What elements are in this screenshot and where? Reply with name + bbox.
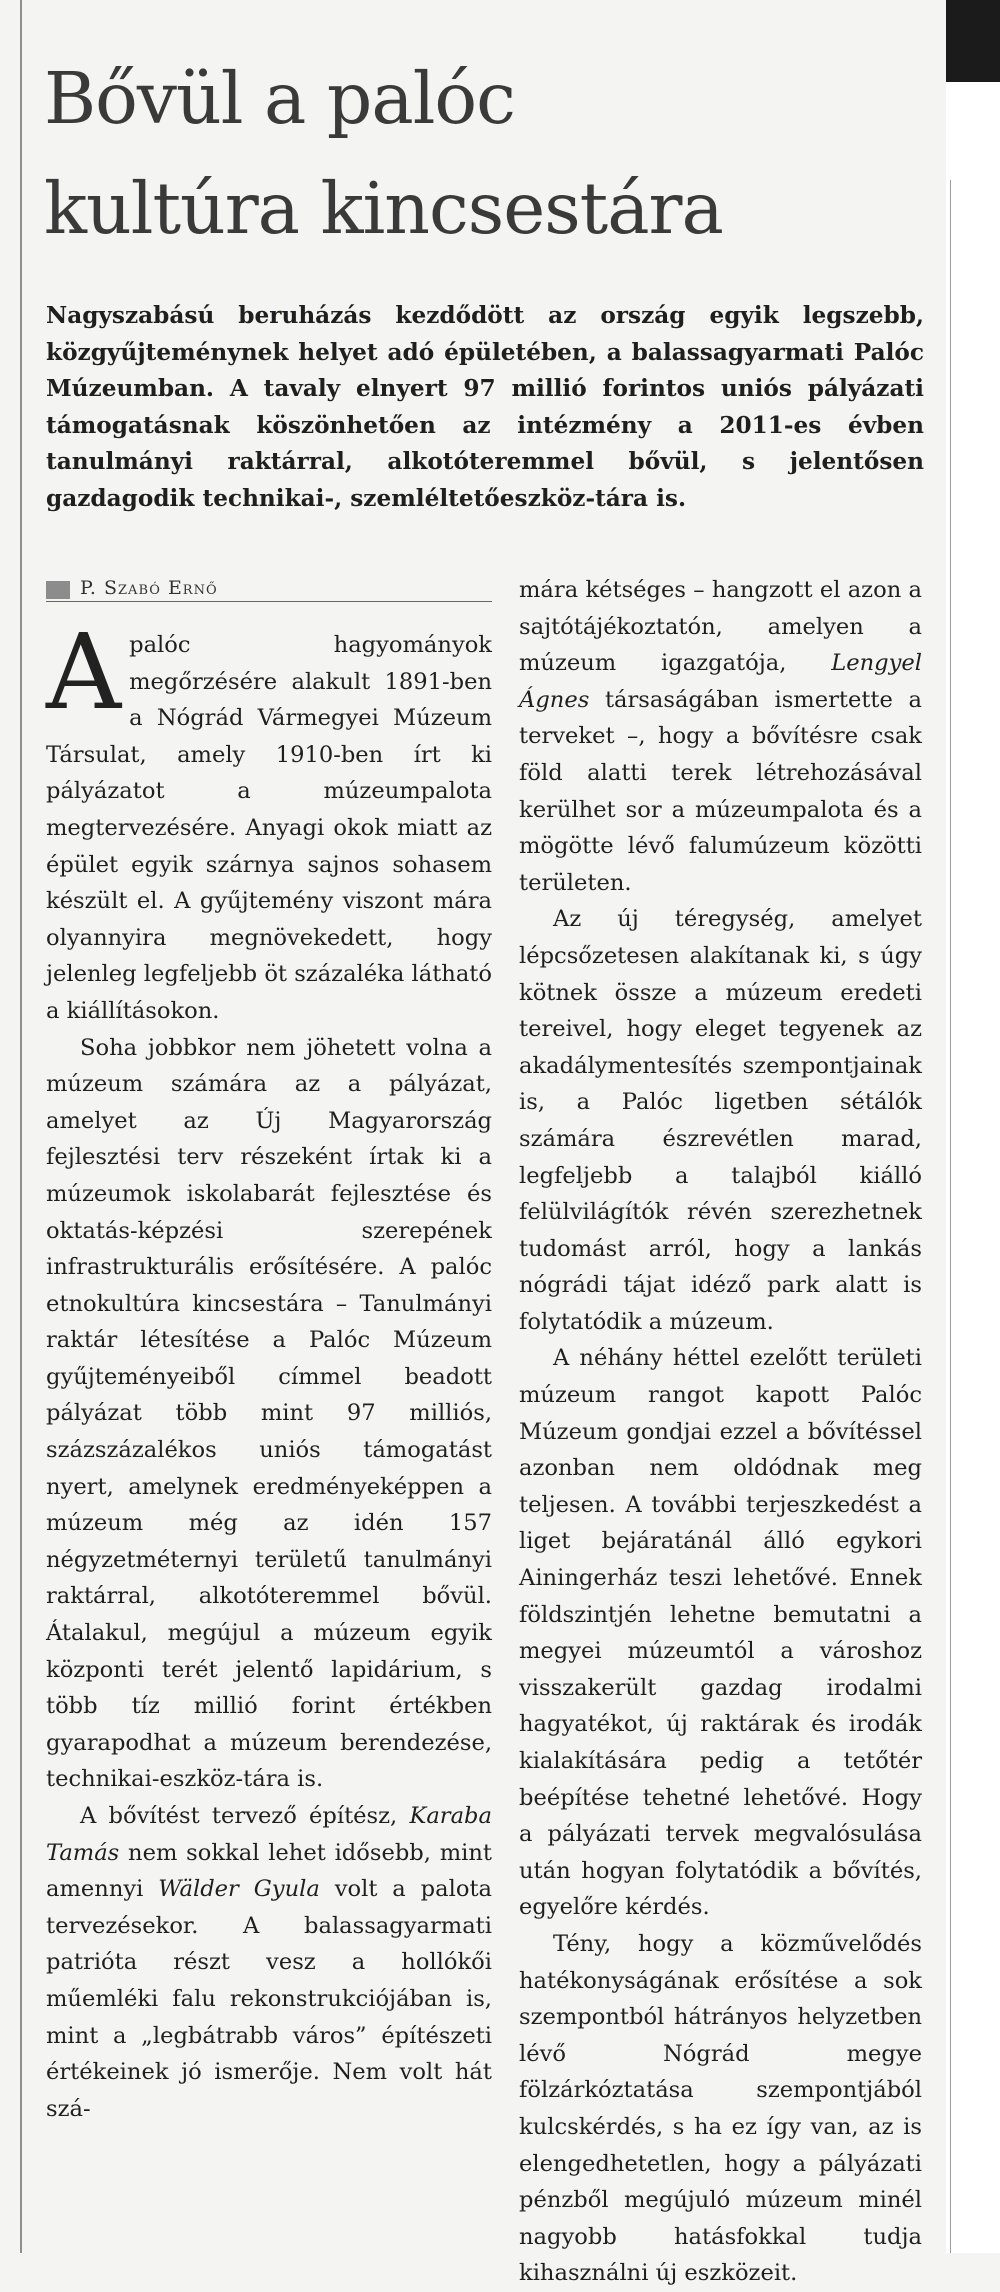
body-paragraph-1 xyxy=(46,611,492,1030)
byline xyxy=(46,575,492,602)
body-paragraph-3-text-c: volt a palota tervezésekor. A balassagyarmati patrióta részt vesz a hollókői műemléki falu rekonstrukciójában is, mint a „legbátrabb város” építészeti értékeinek jó ismerője. Nem volt hát szá- xyxy=(46,1876,492,2122)
lead-paragraph: Nagyszabású beruházás kezdődött az ország egyik legszebb, közgyűjteménynek helyet adó épületében, a balassagyarmati Palóc Múzeumban. A tavaly elnyert 97 millió forintos uniós pályázati támogatásnak köszönhetően az intézmény a 2011-es évben tanulmányi raktárral, alkotóteremmel bővül, s jelentősen gazdagodik technikai-, szemléltetőeszköz-tára is. xyxy=(46,302,924,512)
adjacent-page-dark-block xyxy=(946,0,1000,82)
headline xyxy=(44,44,924,264)
drop-cap: A xyxy=(46,611,122,733)
byline-author: P. Szabó Ernő xyxy=(80,577,218,599)
body-paragraph-6: Tény, hogy a közművelődés hatékonyságának erősítése a sok szempontból hátrányos helyzetben lévő Nógrád megye fölzárkóztatása szempontjából kulcskérdés, s ha ez így van, az is elengedhetetlen, hogy a pályázati pénzből megújuló múzeum minél nagyobb hatásfokkal tudja kihasználni új eszközeit. xyxy=(519,1930,922,2287)
architect-name: Karaba Tamás xyxy=(46,1803,492,1866)
headline-line-2: kultúra kincsestára xyxy=(44,167,723,250)
newspaper-article xyxy=(26,0,944,2287)
byline-marker xyxy=(46,581,70,599)
original-architect-name: Wälder Gyula xyxy=(158,1876,320,1903)
left-column-rule xyxy=(20,0,22,2253)
body-paragraph-continued xyxy=(519,572,922,901)
body-paragraph-4: Az új téregység, amelyet lépcsőzetesen alakítanak ki, s úgy kötnek össze a múzeum eredeti tereivel, hogy eleget tegyenek az akadálymentesítés szempontjainak is, a Palóc ligetben sétálók számára észrevétlen marad, legfeljebb a talajból kiálló felülvilágítók révén szerezhetnek tudomást arról, hogy a lankás nógrádi tájat idéző park alatt is folytatódik a múzeum. xyxy=(519,906,922,1335)
body-paragraph-3 xyxy=(46,1798,492,2127)
headline-line-1: Bővül a palóc xyxy=(44,57,515,140)
right-column xyxy=(519,572,922,2292)
body-paragraph-2: Soha jobbkor nem jöhetett volna a múzeum számára az a pályázat, amelyet az Új Magyarország fejlesztési terv részeként írtak ki a múzeumok iskolabarát fejlesztése és oktatás-képzési szerepének infrastrukturális erősítésére. A palóc etnokultúra kincsestára – Tanulmányi raktár létesítése a Palóc Múzeum gyűjteményeiből címmel beadott pályázat több mint 97 milliós, százszázalékos uniós támogatást nyert, amelynek eredményeképpen a múzeum még az idén 157 négyzetméternyi területű tanulmányi raktárral, alkotóteremmel bővül. Átalakul, megújul a múzeum egyik központi terét jelentő lapidárium, s több tíz millió forint értékben gyarapodhat a múzeum berendezése, technikai-eszköz-tára is. xyxy=(46,1034,492,1793)
body-paragraph-3-text-a: A bővítést tervező építész, xyxy=(80,1803,410,1829)
adjacent-page-rule xyxy=(950,180,951,2253)
body-paragraph-3-text-b: nem sokkal lehet idősebb, mint amennyi xyxy=(46,1839,492,1903)
director-name: Lengyel Ágnes xyxy=(519,650,922,713)
continued-text-b: társaságában ismertette a terveket –, hogy a bővítésre csak föld alatti terek létrehozásával kerülhet sor a múzeumpalota és a mögötte lévő falumúzeum közötti területen. xyxy=(519,686,922,896)
body-paragraph-5: A néhány héttel ezelőtt területi múzeum rangot kapott Palóc Múzeum gondjai ezzel a bővítéssel azonban nem oldódnak meg teljesen. A további terjeszkedést a liget bejáratánál álló egykori Ainingerház teszi lehetővé. Ennek földszintjén lehetne bemutatni a megyei múzeumtól a városhoz visszakerült gazdag irodalmi hagyatékot, új raktárak és irodák kialakítására pedig a tetőtér beépítése tehetné lehetővé. Hogy a pályázati tervek megvalósulása után hogyan folytatódik a bővítés, egyelőre kérdés. xyxy=(519,1345,922,1921)
body-paragraph-1-text: palóc hagyományok megőrzésére alakult 1891-ben a Nógrád Vármegyei Múzeum Társulat, amely 1910-ben írt ki pályázatot a múzeumpalota megtervezésére. Anyagi okok miatt az épület egyik szárnya sajnos sohasem készült el. A gyűjtemény viszont mára olyannyira megnövekedett, hogy jelenleg legfeljebb öt százaléka látható a kiállításokon. xyxy=(46,632,492,1024)
continued-text-a: mára kétséges – hangzott el azon a sajtótájékoztatón, amelyen a múzeum igazgatója, xyxy=(519,577,922,677)
adjacent-page-edge xyxy=(946,0,1000,2253)
left-column xyxy=(46,611,492,2127)
